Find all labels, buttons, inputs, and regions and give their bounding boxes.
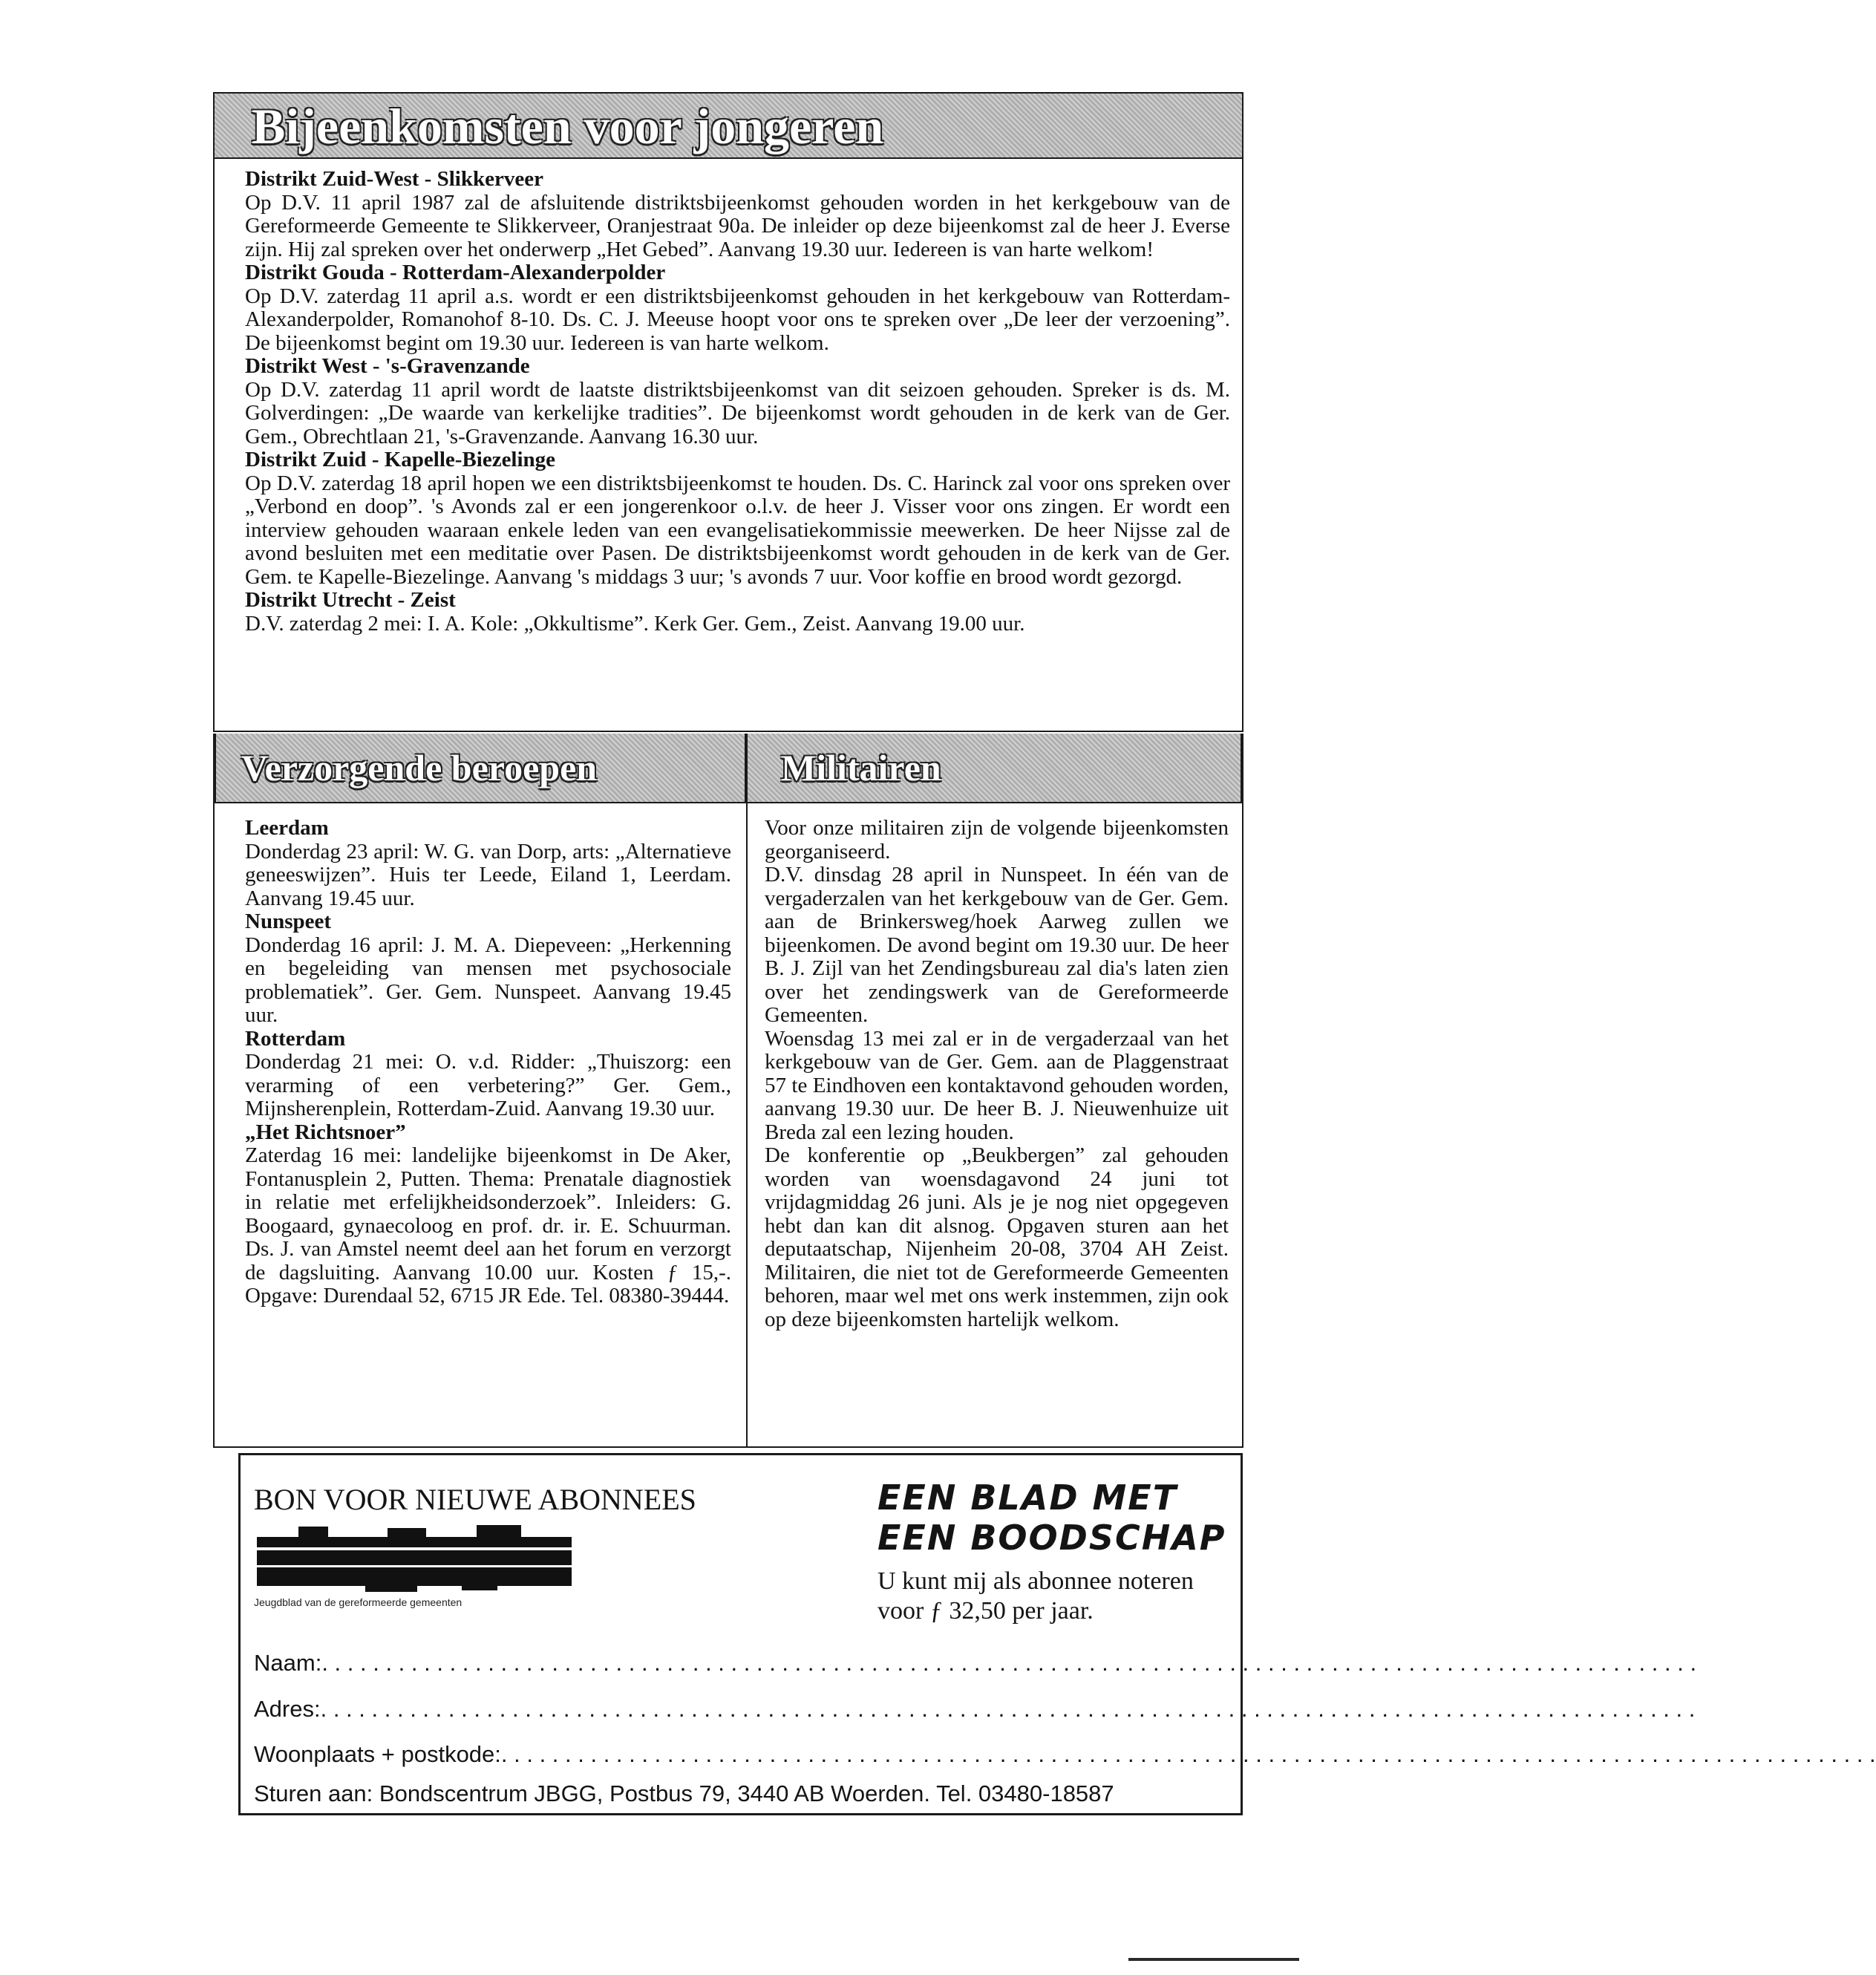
dotted-line: . . . . . . . . . . . . . . . . . . . . . . . . . . . . . . . . . . . . . . . . . . . . . . . . . . . . . . . . . . . . . . . . . . . . . . . . . . . . . . . . . . . . . . . . . . . . . . . . . . . . . . . . . . . .	[500, 1741, 1876, 1767]
slogan-line: EEN BOODSCHAP	[877, 1518, 1226, 1558]
verzorgende-beroepen-content	[245, 817, 731, 1308]
dotted-line: . . . . . . . . . . . . . . . . . . . . . . . . . . . . . . . . . . . . . . . . . . . . . . . . . . . . . . . . . . . . . . . . . . . . . . . . . . . . . . . . . . . . . . . . . . . . . . . . . . . . . . . . . . . .	[321, 1650, 1697, 1676]
slogan-line: EEN BLAD MET	[877, 1478, 1178, 1518]
district-title: Distrikt West - 's-Gravenzande	[245, 354, 530, 378]
militairen-paragraph: D.V. dinsdag 28 april in Nunspeet. In één van de vergaderzalen van het kerkgebouw van de Ger. Gem. aan de Brinkersweg/hoek Aarweg zullen we bijeenkomen. De avond begint om 19.30 uur. De heer B. J. Zijl van het Zendingsbureau zal dia's laten zien over het zendingswerk van de Gereformeerde Gemeenten.	[765, 863, 1229, 1027]
bijeenkomsten-section	[213, 159, 1243, 732]
district-entry	[245, 261, 1230, 355]
daniel-logo	[254, 1522, 575, 1596]
footer-rule	[1128, 1958, 1299, 1961]
event-body: Donderdag 21 mei: O. v.d. Ridder: „Thuiszorg: een verarming of een verbetering?” Ger. Gem., Mijnsherenplein, Rotterdam-Zuid. Aanvang 19.30 uur.	[245, 1050, 731, 1120]
woonplaats-label: Woonplaats + postkode:	[254, 1741, 501, 1767]
woonplaats-field[interactable]	[254, 1741, 1876, 1768]
district-entry	[245, 448, 1230, 589]
dotted-line: . . . . . . . . . . . . . . . . . . . . . . . . . . . . . . . . . . . . . . . . . . . . . . . . . . . . . . . . . . . . . . . . . . . . . . . . . . . . . . . . . . . . . . . . . . . . . . . . . . . . . . . . . . . .	[320, 1696, 1696, 1722]
event-entry	[245, 1121, 731, 1308]
district-body: Op D.V. zaterdag 18 april hopen we een distriktsbijeenkomst te houden. Ds. C. Harinck zal voor ons spreken over „Verbond en doop”. 's Avonds zal er een jongerenkoor o.l.v. de heer J. Visser voor ons zingen. Er wordt een interview gehouden waaraan enkele leden van een evangelisatiekommissie meewerken. De heer Nijsse zal de avond besluiten met een meditatie over Pasen. De distriktsbijeenkomst wordt gehouden in de kerk van de Ger. Gem. te Kapelle-Biezelinge. Aanvang 's middags 3 uur; 's avonds 7 uur. Voor koffie en brood wordt gezorgd.	[245, 471, 1230, 589]
district-title: Distrikt Zuid - Kapelle-Biezelinge	[245, 448, 556, 471]
district-title: Distrikt Gouda - Rotterdam-Alexanderpolder	[245, 261, 666, 284]
militairen-column	[748, 734, 1243, 1448]
logo-caption: Jeugdblad van de gereformeerde gemeenten	[254, 1596, 463, 1608]
district-entry	[245, 589, 1230, 636]
event-title: Nunspeet	[245, 910, 332, 933]
coupon-heading: BON VOOR NIEUWE ABONNEES	[254, 1483, 696, 1516]
event-entry	[245, 817, 731, 910]
event-title: Rotterdam	[245, 1026, 346, 1051]
section-banner-bijeenkomsten: Bijeenkomsten voor jongeren	[213, 92, 1243, 159]
event-entry	[245, 1028, 731, 1121]
event-title: „Het Richtsnoer”	[245, 1120, 406, 1144]
district-entry	[245, 168, 1230, 261]
district-title: Distrikt Utrecht - Zeist	[245, 588, 456, 612]
district-body: D.V. zaterdag 2 mei: I. A. Kole: „Okkultisme”. Kerk Ger. Gem., Zeist. Aanvang 19.00 uur.	[245, 611, 1025, 636]
section-banner-verzorgende-beroepen: Verzorgende beroepen	[215, 734, 746, 803]
district-body: Op D.V. zaterdag 11 april a.s. wordt er een distriktsbijeenkomst gehouden in het kerkgebouw van Rotterdam-Alexanderpolder, Romanohof 8-10. Ds. C. J. Meeuse hoopt voor ons te spreken over „De leer der verzoening”. De bijeenkomst begint om 19.30 uur. Iedereen is van harte welkom.	[245, 284, 1230, 355]
event-body: Donderdag 16 april: J. M. A. Diepeveen: „Herkenning en begeleiding van mensen met psychosociale problematiek”. Ger. Gem. Nunspeet. Aanvang 19.45 uur.	[245, 933, 731, 1027]
militairen-paragraph: De konferentie op „Beukbergen” zal gehouden worden van woensdagavond 24 juni tot vrijdagmiddag 26 juni. Als je je nog niet opgegeven hebt dan kan dit alsnog. Opgaven sturen aan het deputaatschap, Nijenheim 20-08, 3704 AH Zeist. Militairen, die niet tot de Gereformeerde Gemeenten behoren, maar wel met ons werk instemmen, zijn ook op deze bijeenkomsten hartelijk welkom.	[765, 1143, 1229, 1331]
subscription-coupon	[238, 1453, 1876, 1815]
event-entry	[245, 910, 731, 1028]
adres-field[interactable]	[254, 1696, 1696, 1723]
naam-label: Naam:	[254, 1650, 322, 1676]
district-entry	[245, 355, 1230, 448]
district-body: Op D.V. 11 april 1987 zal de afsluitende distriktsbijeenkomst gehouden worden in het kerkgebouw van de Gereformeerde Gemeente te Slikkerveer, Oranjestraat 90a. De inleider op deze bijeenkomst zal de heer J. Everse zijn. Hij zal spreken over het onderwerp „Het Gebed”. Aanvang 19.30 uur. Iedereen is van harte welkom!	[245, 190, 1230, 261]
slogan	[877, 1478, 1226, 1558]
section-banner-militairen: Militairen	[748, 734, 1242, 803]
send-to-address: Sturen aan: Bondscentrum JBGG, Postbus 79, 3440 AB Woerden. Tel. 03480-18587	[254, 1780, 1114, 1806]
district-body: Op D.V. zaterdag 11 april wordt de laatste distriktsbijeenkomst van dit seizoen gehouden. Spreker is ds. M. Golverdingen: „De waarde van kerkelijke tradities”. De bijeenkomst wordt gehouden in de kerk van de Ger. Gem., Obrechtlaan 21, 's-Gravenzande. Aanvang 16.30 uur.	[245, 377, 1230, 448]
event-body: Donderdag 23 april: W. G. van Dorp, arts: „Alternatieve geneeswijzen”. Huis ter Leede, Eiland 1, Leerdam. Aanvang 19.45 uur.	[245, 839, 731, 910]
militairen-paragraph: Voor onze militairen zijn de volgende bijeenkomsten georganiseerd.	[765, 816, 1229, 864]
militairen-content	[765, 817, 1229, 1331]
district-title: Distrikt Zuid-West - Slikkerveer	[245, 167, 543, 191]
militairen-paragraph: Woensdag 13 mei zal er in de vergaderzaal van het kerkgebouw van de Ger. Gem. aan de Plaggenstraat 57 te Eindhoven een kontaktavond gehouden worden, aanvang 19.30 uur. De heer B. J. Nieuwenhuize uit Breda zal een lezing houden.	[765, 1026, 1229, 1144]
verzorgende-beroepen-column	[213, 734, 748, 1448]
subscription-note	[877, 1567, 1194, 1626]
naam-field[interactable]	[254, 1650, 1697, 1677]
event-body: Zaterdag 16 mei: landelijke bijeenkomst in De Aker, Fontanusplein 2, Putten. Thema: Prenatale diagnostiek in relatie met erfelijkheidsonderzoek”. Inleiders: G. Boogaard, gynaecoloog en prof. dr. ir. E. Schuurman. Ds. J. van Amstel neemt deel aan het forum en verzorgt de dagsluiting. Aanvang 10.00 uur. Kosten ƒ 15,-. Opgave: Durendaal 52, 6715 JR Ede. Tel. 08380-39444.	[245, 1143, 731, 1308]
note-line: U kunt mij als abonnee noteren	[877, 1567, 1194, 1595]
daniel-logo-icon	[254, 1522, 575, 1596]
event-title: Leerdam	[245, 816, 329, 840]
note-line: voor ƒ 32,50 per jaar.	[877, 1597, 1094, 1625]
adres-label: Adres:	[254, 1696, 321, 1722]
